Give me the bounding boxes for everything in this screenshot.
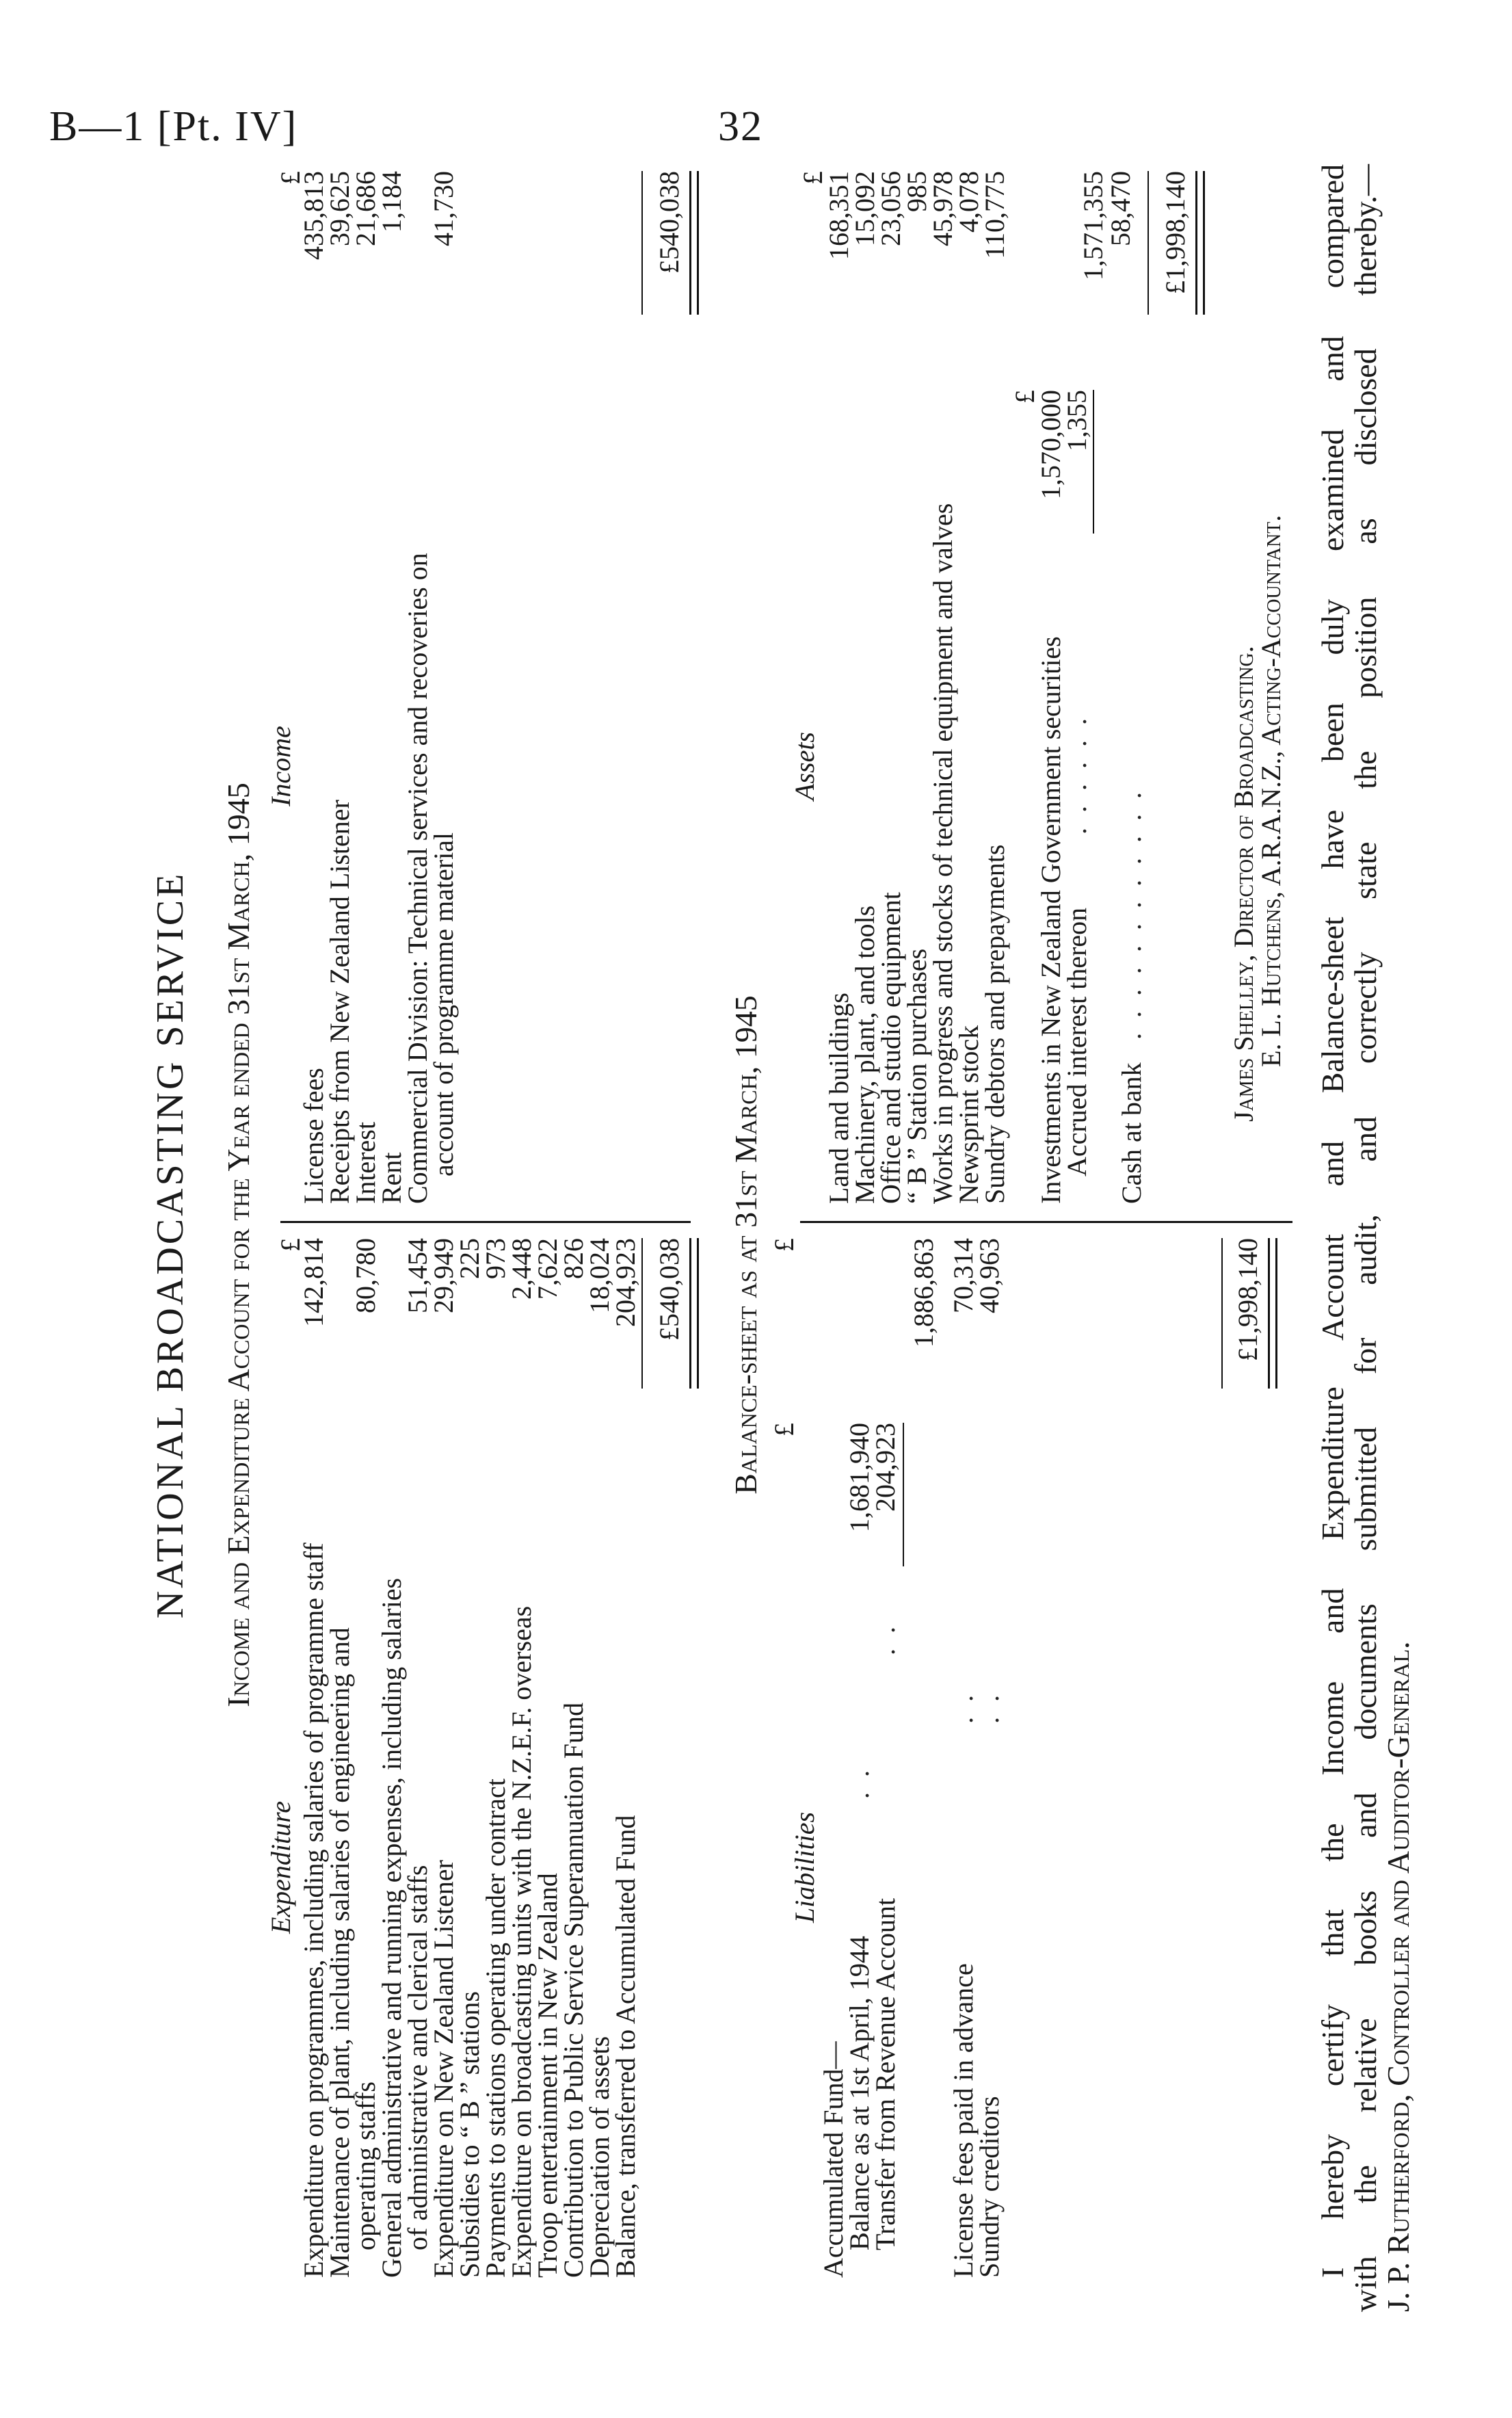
transfer-label: Transfer from Revenue Account: [870, 1897, 901, 2250]
expenditure-item-label: Depreciation of assets: [584, 2036, 615, 2278]
license-fees-advance-label: License fees paid in advance: [948, 1963, 979, 2278]
leader-dots: . . . . . .: [1061, 714, 1092, 835]
balance-1944-amount: 1,681,940: [844, 1423, 875, 1532]
auditor-signature: J. P. Rutherford, Controller and Auditor-General.: [1381, 1641, 1416, 2312]
page-number: 32: [718, 103, 763, 150]
expenditure-item-label: Subsidies to “ B ” stations: [454, 1991, 485, 2278]
income-heading: Income: [265, 726, 296, 806]
ie-heading: Income and Expenditure Account for the Year ended 31st March, 1945: [221, 783, 256, 1707]
fund-total-amount: 1,886,863: [908, 1238, 939, 1348]
income-item-label: Receipts from New Zealand Listener: [324, 800, 355, 1204]
fund-subtotal-rule: [903, 1423, 904, 1566]
asset-item-label: Land and buildings: [823, 993, 854, 1204]
income-total: £540,038: [654, 171, 685, 274]
expenditure-item-label: Payments to stations operating under contract: [480, 1778, 511, 2278]
investments-amount: 1,570,000: [1035, 390, 1066, 499]
expenditure-item-amount: 826: [558, 1238, 589, 1279]
investment-pound-sign: £: [1009, 390, 1040, 404]
expenditure-item-amount: 18,024: [584, 1238, 615, 1313]
expenditure-item-label: Contribution to Public Service Superannuation Fund: [558, 1702, 589, 2278]
expenditure-item-label: Balance, transferred to Accumulated Fund: [610, 1815, 641, 2278]
asset-item-label: Office and studio equipment: [875, 892, 906, 1204]
expenditure-item-label: Troop entertainment in New Zealand: [532, 1873, 563, 2278]
income-item-label: License fees: [298, 1068, 329, 1204]
income-item-label: Interest: [350, 1122, 381, 1204]
income-item-amount: 41,730: [428, 171, 459, 246]
leader-dots: . .: [844, 1766, 875, 1799]
certification-line-2: with the relative books and documents submitted for audit, and correctly state the position as disclosed thereby.—: [1348, 164, 1383, 2312]
expenditure-item-label: General administrative and running expenses, including salaries: [376, 1577, 407, 2278]
expenditure-total: £540,038: [654, 1238, 685, 1341]
expenditure-item-amount: 7,622: [532, 1238, 563, 1300]
income-item-amount: 1,184: [376, 171, 407, 233]
income-item-label: Commercial Division: Technical services and recoveries on: [402, 553, 433, 1204]
assets-total: £1,998,140: [1160, 171, 1191, 294]
balance-sheet-heading: Balance-sheet as at 31st March, 1945: [728, 995, 763, 1495]
liab-pound-sign-1: £: [769, 1423, 799, 1436]
expenditure-item-amount: 204,923: [610, 1238, 641, 1327]
exp-total-double-rule: [689, 1238, 699, 1389]
investments-total: 1,571,355: [1078, 171, 1109, 280]
cash-at-bank-label: Cash at bank: [1116, 1062, 1147, 1204]
expenditure-item-amount: 973: [480, 1238, 511, 1279]
expenditure-item-amount: 80,780: [350, 1238, 381, 1313]
inc-total-rule: [641, 171, 643, 315]
asset-item-amount: 985: [901, 171, 932, 212]
leader-dots: . .: [948, 1691, 979, 1724]
asset-item-amount: 15,092: [849, 171, 880, 246]
asset-item-label: Works in progress and stocks of technical equipment and valves: [927, 503, 958, 1204]
liab-total-double-rule: [1268, 1238, 1277, 1389]
inc-total-double-rule: [689, 171, 699, 315]
ie-center-rule: [280, 1221, 691, 1223]
income-item-amount: 39,625: [324, 171, 355, 246]
expenditure-item-label: Expenditure on programmes, including salaries of programme staff: [298, 1542, 329, 2278]
transfer-amount: 204,923: [870, 1423, 901, 1512]
balance-1944-label: Balance as at 1st April, 1944: [844, 1936, 875, 2250]
sundry-creditors-label: Sundry creditors: [974, 2096, 1005, 2278]
assets-total-double-rule: [1195, 171, 1205, 315]
expenditure-item-amount: 51,454: [402, 1238, 433, 1313]
exp-total-rule: [641, 1238, 643, 1389]
investment-subtotal-rule: [1093, 390, 1094, 534]
asset-item-amount: 23,056: [875, 171, 906, 246]
income-pound-sign: £: [275, 171, 306, 185]
expenditure-item-label: Expenditure on New Zealand Listener: [428, 1860, 459, 2278]
accrued-interest-amount: 1,355: [1061, 390, 1092, 451]
expenditure-item-label-cont: of administrative and clerical staffs: [402, 1865, 433, 2250]
asset-item-label: “ B ” Station purchases: [901, 948, 932, 1204]
bs-center-rule: [800, 1221, 1292, 1223]
expenditure-item-amount: 29,949: [428, 1238, 459, 1313]
expenditure-heading: Expenditure: [265, 1801, 296, 1934]
expenditure-item-label: Maintenance of plant, including salaries of engineering and: [324, 1627, 355, 2278]
income-item-amount: 435,813: [298, 171, 329, 260]
expenditure-item-label-cont: operating staffs: [350, 2081, 381, 2250]
leader-dots: . .: [870, 1622, 901, 1655]
asset-item-amount: 168,351: [823, 171, 854, 260]
expenditure-item-amount: 2,448: [506, 1238, 537, 1300]
income-item-label: Rent: [376, 1152, 407, 1204]
liabilities-total: £1,998,140: [1232, 1238, 1263, 1361]
expenditure-item-amount: 142,814: [298, 1238, 329, 1327]
income-item-label-cont: account of programme material: [428, 832, 459, 1177]
rotated-statement: [109, 150, 1477, 2339]
liab-pound-sign-2: £: [769, 1238, 799, 1252]
page-reference: B—1 [Pt. IV]: [49, 103, 298, 150]
asset-item-amount: 45,978: [927, 171, 958, 246]
assets-total-rule: [1148, 171, 1149, 315]
signature-director: James Shelley, Director of Broadcasting.: [1228, 646, 1259, 1122]
certification-line-1: I hereby certify that the Income and Expenditure Account and Balance-sheet have been duly examined and compared: [1315, 164, 1350, 2278]
signature-accountant: E. L. Hutchens, A.R.A.N.Z., Acting-Accountant.: [1256, 514, 1286, 1067]
cash-at-bank-amount: 58,470: [1105, 171, 1136, 246]
liab-total-rule: [1221, 1238, 1223, 1389]
expenditure-item-label: Expenditure on broadcasting units with the N.Z.E.F. overseas: [506, 1605, 537, 2278]
asset-item-label: Machinery, plant, and tools: [849, 905, 880, 1204]
expenditure-item-amount: 225: [454, 1238, 485, 1279]
asset-item-amount: 110,775: [979, 171, 1010, 259]
investments-label: Investments in New Zealand Government securities: [1035, 636, 1066, 1204]
license-fees-advance-amount: 70,314: [948, 1238, 979, 1313]
document-title: NATIONAL BROADCASTING SERVICE: [149, 871, 191, 1619]
leader-dots: . . . . . . . . . . . .: [1116, 788, 1147, 1040]
leader-dots: . .: [974, 1691, 1005, 1724]
asset-item-amount: 4,078: [953, 171, 984, 233]
liabilities-heading: Liabilities: [789, 1811, 820, 1923]
income-item-amount: 21,686: [350, 171, 381, 246]
asset-item-label: Sundry debtors and prepayments: [979, 844, 1010, 1204]
accumulated-fund-label: Accumulated Fund—: [818, 2041, 849, 2278]
sundry-creditors-amount: 40,963: [974, 1238, 1005, 1313]
accrued-interest-label: Accrued interest thereon: [1061, 907, 1092, 1177]
assets-pound-sign: £: [797, 171, 828, 185]
assets-heading: Assets: [789, 732, 820, 800]
asset-item-label: Newsprint stock: [953, 1025, 984, 1204]
expenditure-pound-sign: £: [275, 1238, 306, 1252]
